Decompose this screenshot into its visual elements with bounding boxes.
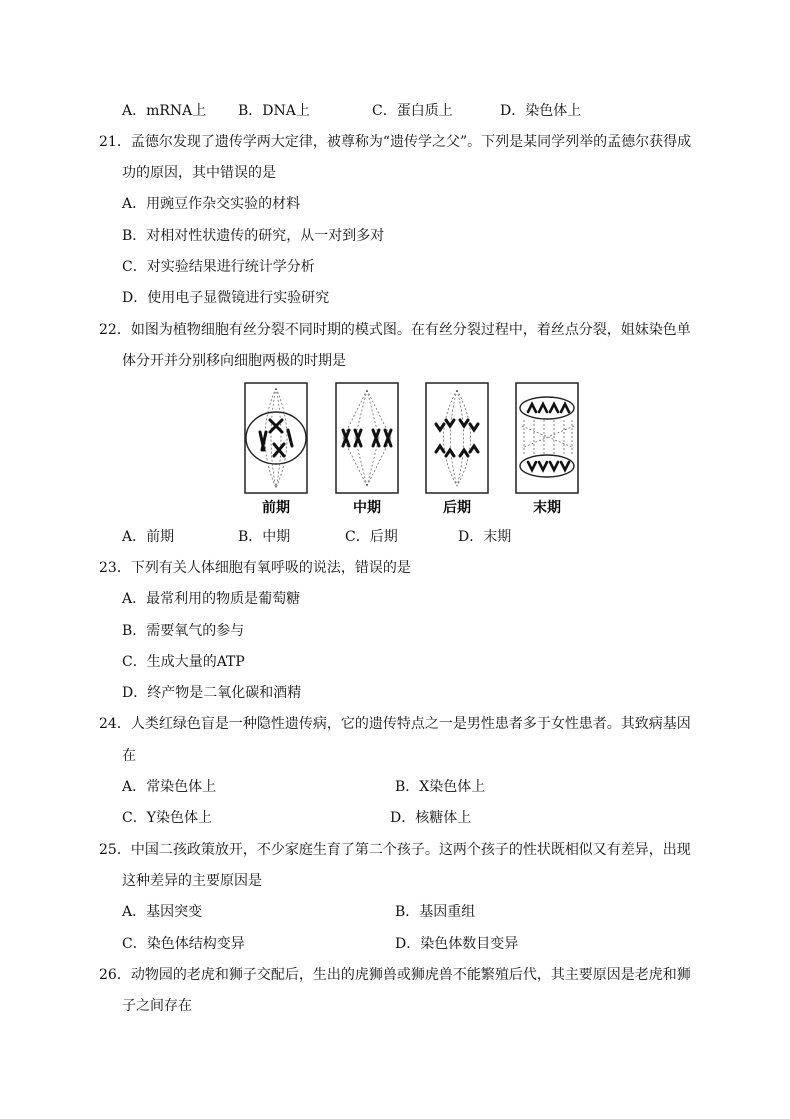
q24-option-a: A．常染色体上 — [122, 779, 217, 795]
q24-stem-line-1: 24．人类红绿色盲是一种隐性遗传病，它的遗传特点之一是男性患者多于女性患者。其致病基因 — [99, 716, 691, 732]
q25-option-b: B．基因重组 — [395, 904, 476, 920]
anaphase-cell — [426, 383, 488, 493]
mitosis-figure — [240, 380, 590, 520]
q26-stem-line-1: 26．动物园的老虎和狮子交配后，生出的虎狮兽或狮虎兽不能繁殖后代，其主要原因是老虎和狮 — [99, 967, 691, 983]
q22-option-d: D．末期 — [458, 529, 512, 545]
q20-option-b: B．DNA上 — [238, 103, 310, 119]
q25-stem-line-1: 25．中国二孩政策放开，不少家庭生育了第二个孩子。这两个孩子的性状既相似又有差异，出现 — [99, 842, 691, 858]
q24-option-c: C．Y染色体上 — [122, 810, 212, 826]
q22-option-a: A．前期 — [122, 529, 175, 545]
q24-option-d: D．核糖体上 — [390, 810, 472, 826]
q23-option-c: C．生成大量的ATP — [122, 654, 245, 670]
prophase-cell — [245, 383, 307, 493]
q26-stem-line-2: 子之间存在 — [122, 998, 192, 1014]
q24-stem-line-2: 在 — [122, 748, 136, 764]
q25-stem-line-2: 这种差异的主要原因是 — [122, 873, 262, 889]
q20-option-c: C．蛋白质上 — [372, 103, 453, 119]
figure-label-metaphase: 中期 — [353, 500, 381, 516]
q25-option-c: C．染色体结构变异 — [122, 936, 245, 952]
q21-stem-line-2: 功的原因，其中错误的是 — [122, 165, 276, 181]
q22-option-c: C．后期 — [345, 529, 398, 545]
q21-option-a: A．用豌豆作杂交实验的材料 — [122, 196, 301, 212]
q21-stem-line-1: 21．孟德尔发现了遗传学两大定律，被尊称为“遗传学之父”。下列是某同学列举的孟德尔获得成 — [99, 134, 692, 150]
q22-option-b: B．中期 — [238, 529, 291, 545]
q23-option-b: B．需要氧气的参与 — [122, 623, 245, 639]
figure-label-anaphase: 后期 — [443, 500, 471, 516]
metaphase-cell — [336, 383, 398, 493]
telophase-cell — [516, 383, 578, 493]
q23-option-a: A．最常利用的物质是葡萄糖 — [122, 591, 301, 607]
q21-option-b: B．对相对性状遗传的研究，从一对到多对 — [122, 228, 385, 244]
q20-option-a: A．mRNA上 — [122, 103, 207, 119]
figure-label-telophase: 末期 — [533, 500, 561, 516]
q23-option-d: D．终产物是二氧化碳和酒精 — [122, 685, 302, 701]
q23-stem: 23．下列有关人体细胞有氧呼吸的说法，错误的是 — [99, 560, 411, 576]
q22-stem-line-1: 22．如图为植物细胞有丝分裂不同时期的模式图。在有丝分裂过程中，着丝点分裂，姐妹染色单 — [99, 322, 691, 338]
figure-label-prophase: 前期 — [262, 500, 290, 516]
q22-stem-line-2: 体分开并分别移向细胞两极的时期是 — [122, 353, 346, 369]
q24-option-b: B．X染色体上 — [395, 779, 486, 795]
q21-option-d: D．使用电子显微镜进行实验研究 — [122, 290, 330, 306]
q25-option-d: D．染色体数目变异 — [395, 936, 519, 952]
q25-option-a: A．基因突变 — [122, 904, 203, 920]
q20-option-d: D．染色体上 — [500, 103, 582, 119]
q21-option-c: C．对实验结果进行统计学分析 — [122, 259, 315, 275]
